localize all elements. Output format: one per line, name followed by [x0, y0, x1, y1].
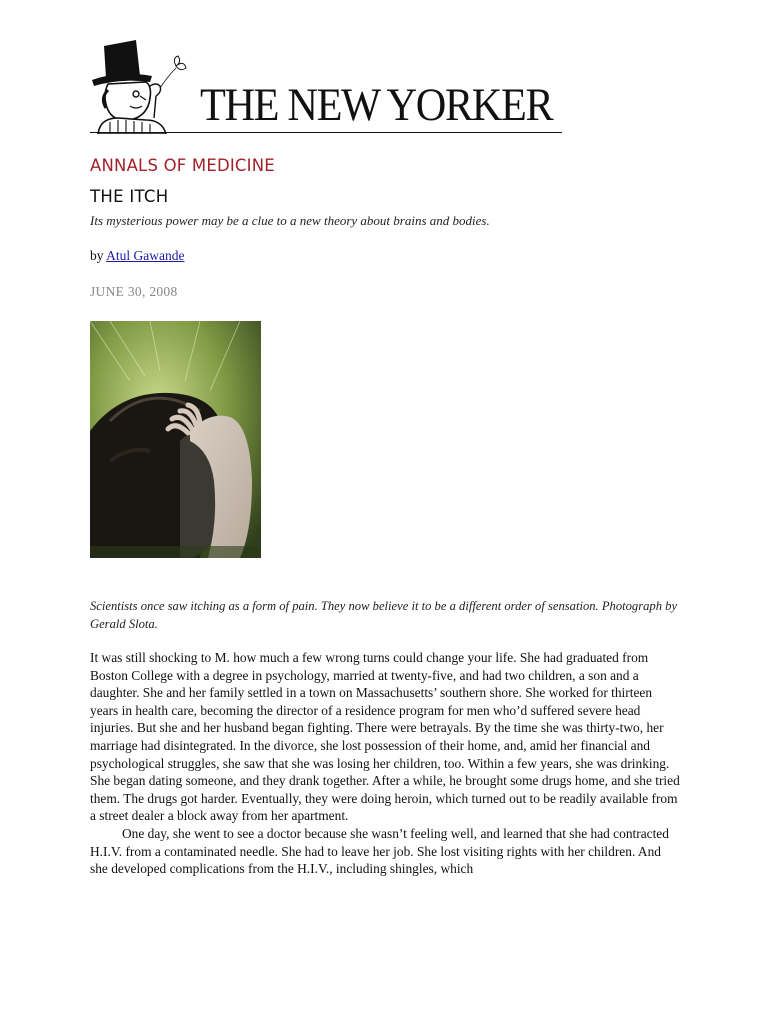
masthead-wordmark: THE NEW YORKER: [200, 79, 553, 131]
section-label: ANNALS OF MEDICINE: [90, 156, 275, 175]
byline: [90, 248, 185, 264]
masthead-rule: [90, 132, 562, 133]
byline-prefix: by: [90, 248, 104, 263]
woman-scratching-head-photo: [90, 321, 261, 558]
masthead: [90, 36, 562, 136]
paragraph: One day, she went to see a doctor because she wasn’t feeling well, and learned that she had contracted H.I.V. from a contaminated needle. She had to leave her job. She lost visiting rights with her children. And she developed complications from the H.I.V., including shingles, which: [90, 825, 669, 877]
photo-caption: Scientists once saw itching as a form of pain. They now believe it to be a different order of sensation. Photograph by Gerald Slota.: [90, 599, 678, 631]
article-dek: Its mysterious power may be a clue to a new theory about brains and bodies.: [90, 213, 490, 228]
paragraph: It was still shocking to M. how much a few wrong turns could change your life. She had graduated from Boston College with a degree in psychology, married at twenty-five, and had two children, a son and a daughter. She and her family settled in a town on Massachusetts’ southern shore. She worked for thirteen years in health care, becoming the director of a residence program for men who’d suffered severe head injuries. But she and her husband began fighting. There were betrayals. By the time she was thirty-two, her marriage had disintegrated. In the divorce, she lost possession of their home, and, amid her financial and psychological struggles, she saw that she was losing her children, too. Within a few years, she was drinking. She began dating someone, and they drank together. After a while, he brought some drugs home, and she tried them. The drugs got harder. Eventually, they were doing heroin, which turned out to be readily available from a street dealer a block away from her apartment.: [90, 650, 680, 824]
publish-date: JUNE 30, 2008: [90, 284, 178, 299]
article-headline: THE ITCH: [90, 187, 169, 206]
eustace-tilley-mascot-icon: [90, 36, 190, 134]
article-body: [90, 649, 680, 878]
author-link[interactable]: Atul Gawande: [106, 248, 185, 263]
